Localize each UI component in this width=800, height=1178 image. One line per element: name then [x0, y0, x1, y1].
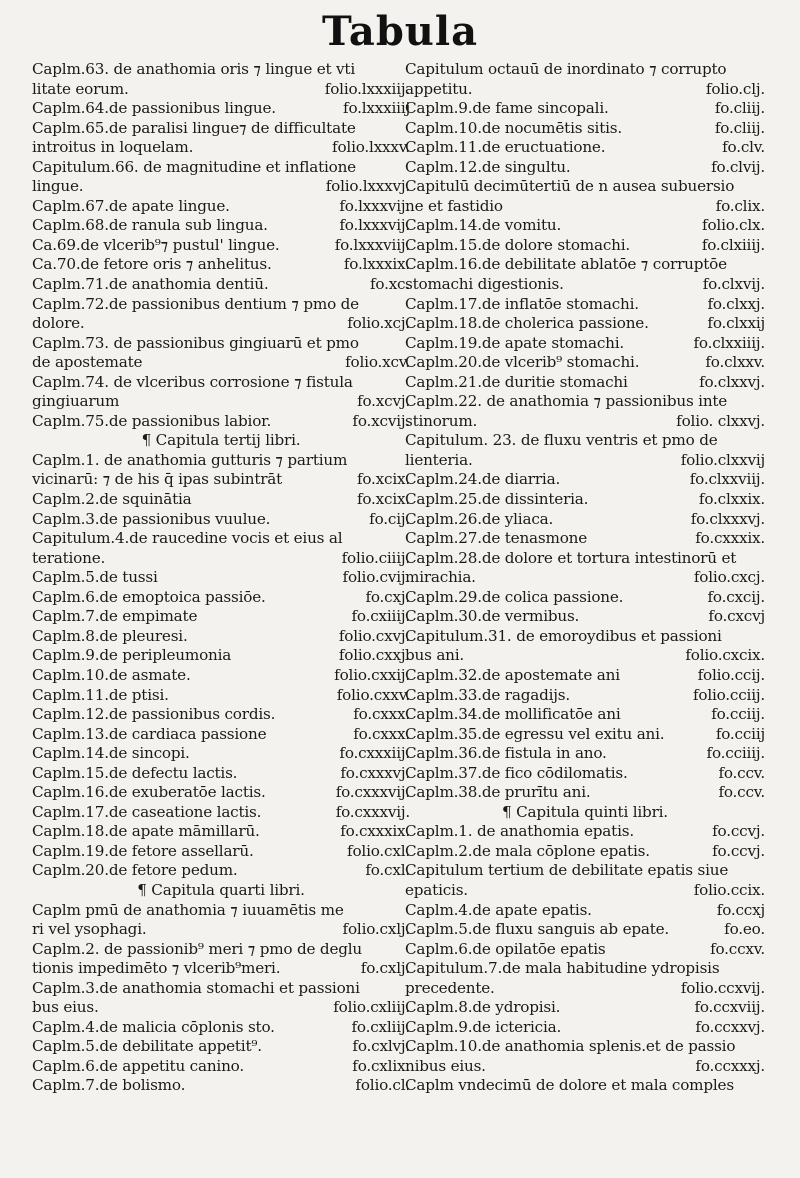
folio-reference: fo.cxxxix. — [340, 822, 410, 841]
toc-line — [405, 314, 765, 334]
toc-line — [405, 646, 765, 666]
toc-line — [405, 1076, 765, 1096]
entry-text: appetitu. — [405, 79, 473, 98]
toc-line — [405, 744, 765, 764]
toc-line — [32, 295, 410, 315]
entry-text: Caplm.25.de dissinteria. — [405, 490, 589, 509]
folio-reference: folio.ciiij. — [341, 548, 410, 567]
toc-line — [405, 158, 765, 178]
toc-line — [32, 1057, 410, 1077]
toc-line — [405, 842, 765, 862]
toc-line — [405, 998, 765, 1018]
folio-reference: fo.clv. — [722, 138, 765, 157]
toc-line — [32, 177, 410, 197]
folio-reference: folio.cxl. — [347, 841, 410, 860]
folio-reference: folio.cxxij. — [334, 665, 410, 684]
toc-line — [405, 1037, 765, 1057]
entry-text: Caplm.10.de anathomia splenis.et de passio — [405, 1037, 736, 1056]
folio-reference: fo.clvij. — [711, 157, 765, 176]
page-title: Tabula — [321, 8, 479, 55]
folio-reference: fo.clxvij. — [702, 275, 765, 294]
toc-line — [32, 646, 410, 666]
toc-line — [32, 705, 410, 725]
toc-line — [405, 138, 765, 158]
toc-line — [32, 412, 410, 432]
folio-reference: fo.cxxxvij. — [335, 783, 410, 802]
entry-text: Capitulū decimūtertiū de n ausea subuersio — [405, 177, 735, 196]
entry-text: Caplm pmū de anathomia ⁊ iuuamētis me — [32, 900, 344, 919]
toc-line — [32, 1037, 410, 1057]
entry-text: Caplm.36.de fistula in ano. — [405, 744, 607, 763]
entry-text: Caplm.6.de opilatōe epatis — [405, 939, 606, 958]
entry-text: Caplm.3.de anathomia stomachi et passioni — [32, 978, 360, 997]
entry-text: Caplm.7.de bolismo. — [32, 1076, 186, 1095]
toc-line — [405, 392, 765, 412]
folio-reference: fo.cxcij. — [707, 587, 765, 606]
toc-line — [405, 783, 765, 803]
toc-line — [405, 725, 765, 745]
folio-reference: fo.ccxviij. — [694, 998, 765, 1017]
entry-text: Caplm.63. de anathomia oris ⁊ lingue et vti — [32, 60, 355, 78]
toc-line — [32, 842, 410, 862]
toc-line — [405, 549, 765, 569]
toc-line — [405, 705, 765, 725]
folio-reference: fo.clxxiiij. — [693, 333, 765, 352]
entry-text: Caplm.1. de anathomia gutturis ⁊ partium — [32, 450, 348, 469]
entry-text: Caplm.68.de ranula sub lingua. — [32, 216, 268, 235]
entry-text: bus eius. — [32, 998, 99, 1017]
entry-text: Caplm.4.de apate epatis. — [405, 900, 592, 919]
entry-text: Caplm.5.de fluxu sanguis ab epate. — [405, 920, 670, 939]
toc-line — [32, 99, 410, 119]
folio-reference: folio.ccix. — [693, 880, 765, 899]
folio-reference: fo.clxxv. — [705, 353, 765, 372]
toc-line — [32, 510, 410, 530]
toc-line — [32, 80, 410, 100]
folio-reference: folio.clj. — [705, 79, 765, 98]
toc-line — [405, 119, 765, 139]
toc-line — [405, 861, 765, 881]
entry-text: teratione. — [32, 548, 106, 567]
entry-text: Caplm.2.de mala cōplone epatis. — [405, 841, 650, 860]
toc-line — [405, 607, 765, 627]
entry-text: lienteria. — [405, 450, 473, 469]
folio-reference: folio.ccij. — [697, 665, 765, 684]
toc-line — [32, 216, 410, 236]
toc-line — [405, 920, 765, 940]
folio-reference: fo.xcix. — [356, 490, 410, 509]
folio-reference: fo.cxxxvj. — [340, 763, 410, 782]
entry-text: Caplm.8.de ydropisi. — [405, 998, 561, 1017]
entry-text: Caplm.14.de sincopi. — [32, 744, 190, 763]
toc-line — [32, 588, 410, 608]
entry-text: Caplm.12.de singultu. — [405, 157, 571, 176]
folio-reference: fo.cxcvj — [708, 607, 765, 626]
toc-line — [405, 822, 765, 842]
folio-reference: fo.clxxviij. — [689, 470, 765, 489]
folio-reference: folio.cl. — [355, 1076, 410, 1095]
entry-text: Caplm.11.de eructuatione. — [405, 138, 606, 157]
folio-reference: fo.clxxxvj. — [690, 509, 765, 528]
folio-reference: fo.cxxx. — [353, 724, 410, 743]
toc-line — [405, 490, 765, 510]
entry-text: Caplm.71.de anathomia dentiū. — [32, 275, 269, 294]
folio-reference: fo.xc. — [369, 275, 410, 294]
folio-reference: fo.ccvj. — [712, 822, 765, 841]
folio-reference: folio.cxxv. — [336, 685, 410, 704]
entry-text: Caplm.10.de nocumētis sitis. — [405, 118, 622, 137]
folio-reference: fo.cliij. — [714, 99, 765, 118]
toc-line — [405, 99, 765, 119]
folio-reference: folio.lxxxv. — [332, 138, 410, 157]
toc-line — [405, 901, 765, 921]
right-column — [405, 60, 765, 1096]
entry-text: Caplm.10.de asmate. — [32, 665, 191, 684]
entry-text: Caplm.6.de emoptoica passiōe. — [32, 587, 266, 606]
entry-text: Caplm.17.de caseatione lactis. — [32, 802, 262, 821]
left-column — [32, 60, 410, 1096]
entry-text: Caplm.28.de dolore et tortura intestinorū et — [405, 548, 737, 567]
folio-reference: fo.cxliij. — [351, 1017, 410, 1036]
entry-text: Caplm.20.de fetore pedum. — [32, 861, 238, 880]
folio-reference: fo.clxxix. — [698, 490, 765, 509]
folio-reference: fo.ccvj. — [712, 841, 765, 860]
entry-text: Caplm.22. de anathomia ⁊ passionibus inte — [405, 392, 728, 411]
toc-line — [32, 197, 410, 217]
folio-reference: fo.cciij — [715, 724, 765, 743]
folio-reference: fo.cxiiij. — [351, 607, 410, 626]
entry-text: ri vel ysophagi. — [32, 920, 147, 939]
entry-text: lingue. — [32, 177, 84, 196]
toc-line — [32, 666, 410, 686]
toc-line — [32, 451, 410, 471]
entry-text: Caplm.7.de empimate — [32, 607, 198, 626]
toc-line — [32, 998, 410, 1018]
entry-text: Caplm.18.de apate māmillarū. — [32, 822, 260, 841]
toc-line — [32, 744, 410, 764]
entry-text: Capitulum.4.de raucedine vocis et eius al — [32, 529, 343, 548]
toc-line — [405, 686, 765, 706]
folio-reference: fo.cciiij. — [706, 744, 765, 763]
toc-line — [405, 881, 765, 901]
folio-reference: fo.lxxxix. — [343, 255, 410, 274]
entry-text: Caplm.73. de passionibus gingiuarū et pmo — [32, 333, 359, 352]
entry-text: Caplm.33.de ragadijs. — [405, 685, 570, 704]
toc-line — [405, 177, 765, 197]
folio-reference: fo.ccxj — [716, 900, 765, 919]
toc-line — [32, 979, 410, 999]
toc-line — [32, 783, 410, 803]
toc-line — [32, 803, 410, 823]
entry-text: Caplm.12.de passionibus cordis. — [32, 705, 276, 724]
toc-line — [32, 236, 410, 256]
toc-line — [405, 236, 765, 256]
entry-text: Caplm.16.de exuberatōe lactis. — [32, 783, 266, 802]
folio-reference: fo.ccv. — [718, 783, 765, 802]
entry-text: Caplm.9.de peripleumonia — [32, 646, 232, 665]
folio-reference: folio.clx. — [702, 216, 765, 235]
folio-reference: fo.xcvj. — [357, 392, 410, 411]
folio-reference: folio.cvij. — [342, 568, 410, 587]
toc-line — [405, 275, 765, 295]
folio-reference: fo.cxxxvij. — [335, 802, 410, 821]
folio-reference: fo.cciij. — [711, 705, 765, 724]
toc-line — [405, 627, 765, 647]
entry-text: Capitulum octauū de inordinato ⁊ corrupto — [405, 60, 727, 78]
entry-text: Caplm.26.de yliaca. — [405, 509, 554, 528]
entry-text: gingiuarum — [32, 392, 120, 411]
folio-reference: fo.clix. — [715, 196, 765, 215]
entry-text: ¶ Capitula quinti libri. — [502, 802, 668, 821]
toc-line — [32, 725, 410, 745]
entry-text: Caplm.17.de inflatōe stomachi. — [405, 294, 639, 313]
folio-reference: folio.xcv. — [345, 353, 410, 372]
entry-text: Capitulum.31. de emoroydibus et passioni — [405, 626, 722, 645]
entry-text: Caplm.14.de vomitu. — [405, 216, 562, 235]
section-heading — [32, 431, 410, 451]
toc-line — [405, 764, 765, 784]
toc-line — [32, 353, 410, 373]
entry-text: nibus eius. — [405, 1056, 486, 1075]
folio-reference: folio.cxxj. — [338, 646, 410, 665]
toc-line — [405, 959, 765, 979]
entry-text: introitus in loquelam. — [32, 138, 194, 157]
folio-reference: fo.lxxxiiij — [343, 99, 410, 118]
folio-reference: folio.cxvj. — [338, 626, 410, 645]
entry-text: stomachi digestionis. — [405, 275, 564, 294]
toc-line — [405, 334, 765, 354]
entry-text: Caplm.29.de colica passione. — [405, 587, 624, 606]
toc-line — [32, 490, 410, 510]
toc-line — [405, 216, 765, 236]
folio-reference: fo.clxxvj. — [699, 372, 765, 391]
entry-text: Caplm.9.de fame sincopali. — [405, 99, 609, 118]
toc-line — [32, 901, 410, 921]
folio-reference: fo.ccv. — [718, 763, 765, 782]
folio-reference: folio.cxcix. — [685, 646, 765, 665]
entry-text: Capitulum. 23. de fluxu ventris et pmo de — [405, 431, 718, 450]
entry-text: Caplm.75.de passionibus labior. — [32, 411, 272, 430]
folio-reference: fo.lxxxviij. — [334, 235, 410, 254]
entry-text: Caplm.19.de fetore assellarū. — [32, 841, 254, 860]
entry-text: bus ani. — [405, 646, 465, 665]
entry-text: Caplm.9.de ictericia. — [405, 1017, 562, 1036]
toc-line — [32, 119, 410, 139]
toc-line — [32, 529, 410, 549]
entry-text: Caplm.15.de dolore stomachi. — [405, 235, 630, 254]
entry-text: Caplm.64.de passionibus lingue. — [32, 99, 276, 118]
toc-line — [405, 412, 765, 432]
toc-line — [32, 334, 410, 354]
entry-text: stinorum. — [405, 411, 478, 430]
folio-reference: fo.xcix. — [356, 470, 410, 489]
toc-line — [32, 686, 410, 706]
folio-reference: fo.cxxx. — [353, 705, 410, 724]
toc-line — [32, 255, 410, 275]
toc-line — [405, 295, 765, 315]
folio-reference: folio.cxcj. — [693, 568, 765, 587]
toc-line — [32, 373, 410, 393]
folio-reference: fo.clxiiij. — [701, 235, 765, 254]
entry-text: dolore. — [32, 314, 85, 333]
entry-text: mirachia. — [405, 568, 476, 587]
toc-line — [32, 275, 410, 295]
toc-line — [32, 470, 410, 490]
toc-line — [32, 607, 410, 627]
folio-reference: fo.cxlj. — [360, 959, 410, 978]
entry-text: ¶ Capitula quarti libri. — [137, 880, 305, 899]
toc-line — [32, 1076, 410, 1096]
entry-text: Caplm.11.de ptisi. — [32, 685, 169, 704]
toc-line — [405, 1057, 765, 1077]
entry-text: Caplm.67.de apate lingue. — [32, 196, 230, 215]
toc-line — [32, 627, 410, 647]
folio-reference: folio.cciij. — [692, 685, 765, 704]
toc-line — [32, 549, 410, 569]
folio-reference: fo.clxxj. — [707, 294, 765, 313]
toc-line — [405, 979, 765, 999]
entry-text: Caplm.32.de apostemate ani — [405, 665, 620, 684]
folio-reference: fo.ccxv. — [710, 939, 765, 958]
folio-reference: fo.cxlvj. — [352, 1037, 410, 1056]
folio-reference: fo.cxl. — [365, 861, 410, 880]
entry-text: Caplm.5.de tussi — [32, 568, 158, 587]
entry-text: Caplm.16.de debilitate ablatōe ⁊ corruptōe — [405, 255, 727, 274]
folio-reference: folio.lxxxvj. — [325, 177, 410, 196]
folio-reference: fo.ccxxvj. — [695, 1017, 765, 1036]
entry-text: Caplm.38.de prurītu ani. — [405, 783, 591, 802]
entry-text: Caplm.72.de passionibus dentium ⁊ pmo de — [32, 294, 359, 313]
toc-line — [32, 314, 410, 334]
section-heading — [405, 803, 765, 823]
toc-line — [32, 1018, 410, 1038]
entry-text: Capitulum.7.de mala habitudine ydropisis — [405, 959, 720, 978]
folio-reference: fo.cliij. — [714, 118, 765, 137]
folio-reference: fo.lxxxvij. — [339, 216, 410, 235]
entry-text: Caplm.19.de apate stomachi. — [405, 333, 624, 352]
entry-text: epaticis. — [405, 880, 468, 899]
toc-line — [405, 451, 765, 471]
toc-line — [405, 666, 765, 686]
toc-line — [405, 588, 765, 608]
toc-line — [405, 255, 765, 275]
folio-reference: fo.clxxij — [707, 314, 765, 333]
entry-text: Caplm.65.de paralisi lingue⁊ de difficultate — [32, 118, 356, 137]
toc-line — [405, 1018, 765, 1038]
toc-line — [405, 470, 765, 490]
toc-line — [32, 60, 410, 80]
toc-line — [405, 568, 765, 588]
section-heading — [32, 881, 410, 901]
toc-line — [405, 197, 765, 217]
folio-reference: fo.cxxxiij. — [339, 744, 410, 763]
toc-line — [32, 764, 410, 784]
toc-line — [405, 373, 765, 393]
entry-text: precedente. — [405, 978, 495, 997]
entry-text: Caplm.3.de passionibus vuulue. — [32, 509, 271, 528]
entry-text: Caplm.27.de tenasmone — [405, 529, 588, 548]
folio-reference: fo.eo. — [724, 920, 765, 939]
entry-text: Caplm.35.de egressu vel exitu ani. — [405, 724, 665, 743]
toc-line — [32, 940, 410, 960]
folio-reference: fo.cxxxix. — [695, 529, 765, 548]
entry-text: Caplm.74. de vlceribus corrosione ⁊ fistula — [32, 372, 353, 391]
entry-text: Caplm.13.de cardiaca passione — [32, 724, 267, 743]
folio-reference: fo.xcvij. — [352, 411, 410, 430]
entry-text: Caplm.2.de squinātia — [32, 490, 192, 509]
folio-reference: fo.cij. — [369, 509, 410, 528]
folio-reference: folio.cxliij. — [333, 998, 410, 1017]
entry-text: vicinarū: ⁊ de his q̄ ipas subintrāt — [32, 470, 283, 489]
toc-line — [405, 431, 765, 451]
toc-line — [405, 80, 765, 100]
entry-text: Caplm.20.de vlcerib⁹ stomachi. — [405, 353, 640, 372]
entry-text: litate eorum. — [32, 79, 129, 98]
folio-reference: folio.cxlj. — [342, 920, 410, 939]
toc-line — [32, 861, 410, 881]
toc-line — [405, 510, 765, 530]
entry-text: Caplm.4.de malicia cōplonis sto. — [32, 1017, 275, 1036]
entry-text: de apostemate — [32, 353, 143, 372]
entry-text: Caplm.30.de vermibus. — [405, 607, 580, 626]
entry-text: Ca.70.de fetore oris ⁊ anhelitus. — [32, 255, 272, 274]
folio-reference: fo.cxj. — [365, 587, 410, 606]
entry-text: Capitulum tertium de debilitate epatis siue — [405, 861, 729, 880]
folio-reference: folio.ccxvij. — [680, 978, 765, 997]
entry-text: Caplm.6.de appetitu canino. — [32, 1056, 244, 1075]
folio-reference: fo.lxxxvij. — [339, 196, 410, 215]
toc-line — [32, 920, 410, 940]
toc-line — [405, 529, 765, 549]
toc-line — [32, 138, 410, 158]
toc-line — [32, 392, 410, 412]
entry-text: Caplm.37.de fico cōdilomatis. — [405, 763, 628, 782]
entry-text: Caplm.5.de debilitate appetit⁹. — [32, 1037, 262, 1056]
entry-text: Caplm.1. de anathomia epatis. — [405, 822, 634, 841]
entry-text: Caplm.34.de mollificatōe ani — [405, 705, 621, 724]
entry-text: Caplm.15.de defectu lactis. — [32, 763, 238, 782]
folio-reference: folio.lxxxiij. — [324, 79, 410, 98]
folio-reference: folio.clxxvij — [680, 450, 765, 469]
toc-line — [405, 60, 765, 80]
folio-reference: fo.ccxxxj. — [695, 1056, 765, 1075]
entry-text: Caplm vndecimū de dolore et mala comples — [405, 1076, 734, 1095]
entry-text: Ca.69.de vlcerib⁹⁊ pustul' lingue. — [32, 235, 280, 254]
entry-text: Caplm.8.de pleuresi. — [32, 626, 188, 645]
folio-reference: fo.cxlix. — [352, 1056, 410, 1075]
toc-line — [32, 959, 410, 979]
entry-text: Caplm.2. de passionib⁹ meri ⁊ pmo de deglu — [32, 939, 362, 958]
entry-text: Caplm.18.de cholerica passione. — [405, 314, 649, 333]
entry-text: ne et fastidio — [405, 196, 503, 215]
folio-reference: folio. clxxvj. — [676, 411, 765, 430]
entry-text: Caplm.24.de diarria. — [405, 470, 561, 489]
toc-line — [405, 353, 765, 373]
toc-line — [32, 568, 410, 588]
entry-text: ¶ Capitula tertij libri. — [141, 431, 301, 450]
entry-text: Caplm.21.de duritie stomachi — [405, 372, 628, 391]
folio-reference: folio.xcj. — [347, 314, 410, 333]
entry-text: Capitulum.66. de magnitudine et inflatione — [32, 157, 356, 176]
toc-line — [32, 822, 410, 842]
entry-text: tionis impedimēto ⁊ vlcerib⁹meri. — [32, 959, 281, 978]
toc-line — [32, 158, 410, 178]
toc-line — [405, 940, 765, 960]
